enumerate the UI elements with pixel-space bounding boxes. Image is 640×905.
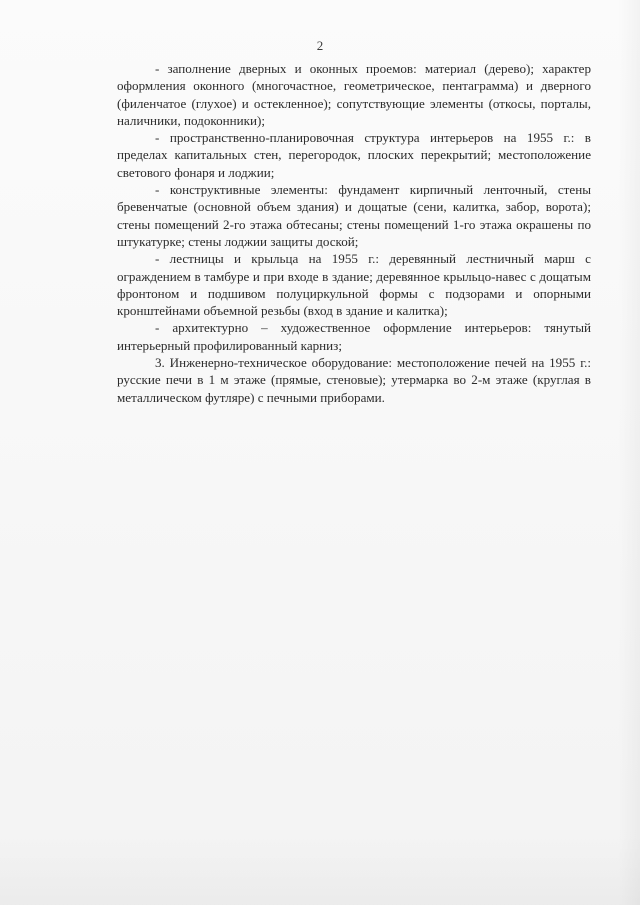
document-body	[117, 60, 591, 406]
page-number: 2	[316, 38, 324, 53]
paragraph-interior-decoration: - архитектурно – художественное оформление интерьеров: тянутый интерьерный профилированный карниз;	[117, 320, 591, 353]
scan-bottom-shadow	[0, 835, 640, 905]
scan-edge-shadow	[618, 0, 640, 905]
paragraph-structural-elements: - конструктивные элементы: фундамент кирпичный ленточный, стены бревенчатые (основной объем здания) и дощатые (сени, калитка, забор, ворота); стены помещений 2-го этажа обтесаны; стены помещений 1-го этажа окрашены по штукатурке; стены лоджии защиты доской;	[117, 182, 591, 249]
paragraph-stairs-porches: - лестницы и крыльца на 1955 г.: деревянный лестничный марш с ограждением в тамбуре и при входе в здание; деревянное крыльцо-навес с дощатым фронтоном и подшивом полуциркульной формы с подзорами и опорными кронштейнами объемной резьбы (вход в здание и калитка);	[117, 251, 591, 319]
paragraph-door-window-fillings: - заполнение дверных и оконных проемов: материал (дерево); характер оформления оконного (многочастное, геометрическое, пентаграмма) и дверного (филенчатое (глухое) и остекленное); сопутствующие элементы (откосы, порталы, наличники, подоконники);	[117, 61, 591, 128]
paragraph-spatial-planning: - пространственно-планировочная структура интерьеров на 1955 г.: в пределах капитальных стен, перегородок, плоских перекрытий; местоположение светового фонаря и лоджии;	[117, 130, 591, 180]
paragraph-engineering-equipment: 3. Инженерно-техническое оборудование: местоположение печей на 1955 г.: русские печи в 1 м этаже (прямые, стеновые); утермарка во 2-м этаже (круглая в металлическом футляре) с печными приборами.	[117, 355, 591, 405]
